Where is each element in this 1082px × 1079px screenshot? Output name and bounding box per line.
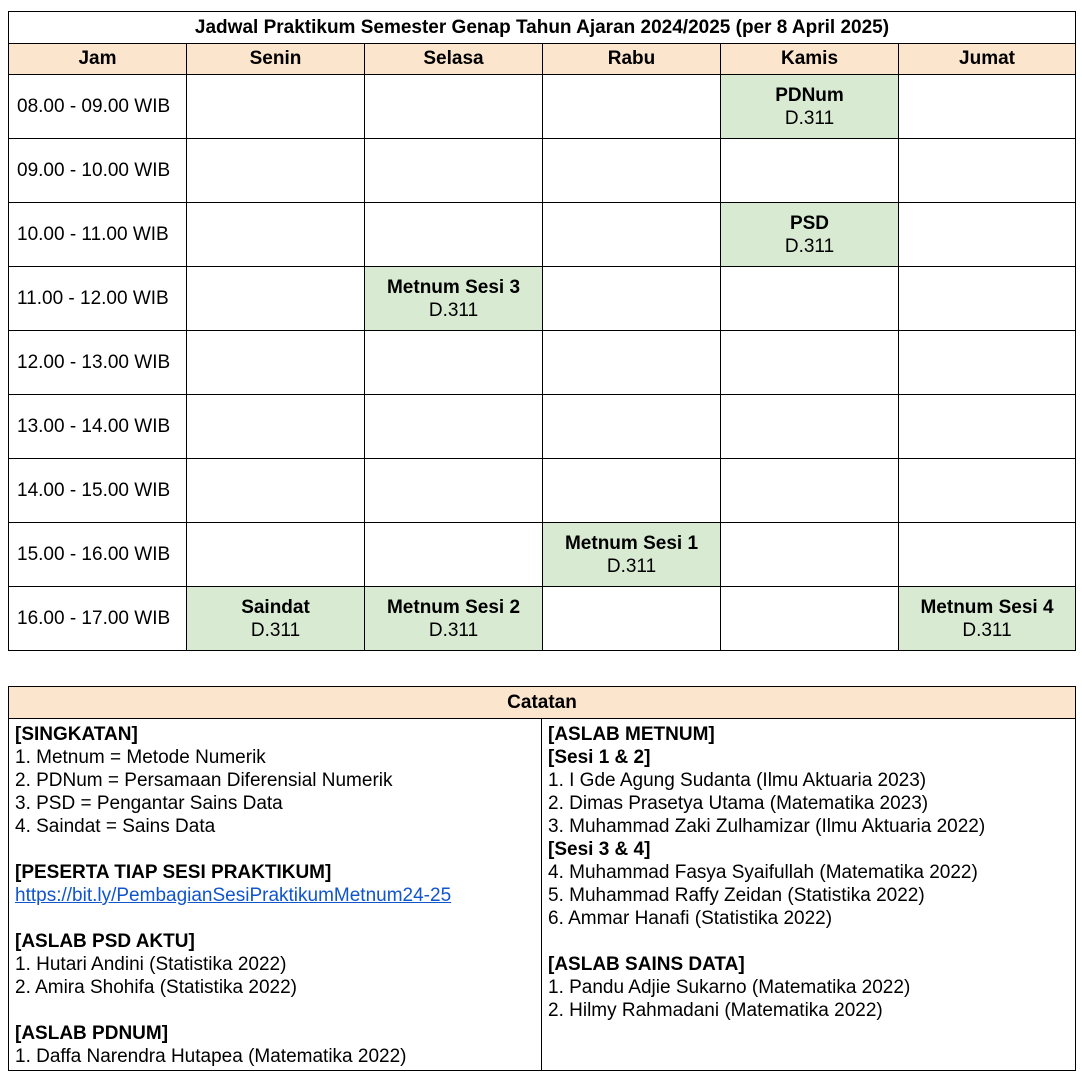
empty-slot-cell [543, 267, 721, 331]
empty-slot-cell [543, 75, 721, 139]
time-slot-label: 10.00 - 11.00 WIB [9, 203, 187, 267]
note-heading: [ASLAB SAINS DATA] [548, 954, 745, 975]
course-room: D.311 [606, 555, 657, 577]
schedule-row [9, 459, 1076, 523]
note-heading: [Sesi 1 & 2] [548, 747, 651, 768]
time-slot-label: 08.00 - 09.00 WIB [9, 75, 187, 139]
note-spacer [548, 930, 1069, 953]
empty-slot-cell [721, 523, 899, 587]
empty-slot-cell [365, 331, 543, 395]
empty-slot-cell [721, 331, 899, 395]
empty-slot-cell [187, 395, 365, 459]
note-item: 3. Muhammad Zaki Zulhamizar (Ilmu Aktuaria 2022) [548, 816, 986, 837]
note-heading: [SINGKATAN] [15, 724, 138, 745]
schedule-row [9, 75, 1076, 139]
course-name: Metnum Sesi 1 [564, 532, 699, 554]
note-item: 2. Dimas Prasetya Utama (Matematika 2023) [548, 793, 929, 814]
course-room: D.311 [428, 299, 479, 321]
schedule-row [9, 267, 1076, 331]
empty-slot-cell [187, 203, 365, 267]
empty-slot-cell [187, 75, 365, 139]
note-spacer [15, 907, 535, 930]
empty-slot-cell [543, 395, 721, 459]
empty-slot-cell [899, 331, 1076, 395]
schedule-title: Jadwal Praktikum Semester Genap Tahun Ajaran 2024/2025 (per 8 April 2025) [9, 12, 1076, 44]
note-item: 4. Muhammad Fasya Syaifullah (Matematika 2022) [548, 862, 978, 883]
empty-slot-cell [365, 203, 543, 267]
column-header-selasa: Selasa [365, 44, 543, 75]
time-slot-label: 16.00 - 17.00 WIB [9, 587, 187, 651]
note-heading: [Sesi 3 & 4] [548, 839, 651, 860]
note-heading: [PESERTA TIAP SESI PRAKTIKUM] [15, 862, 332, 883]
empty-slot-cell [543, 587, 721, 651]
schedule-table [8, 11, 1076, 651]
note-item: 2. Hilmy Rahmadani (Matematika 2022) [548, 1000, 883, 1021]
note-link-line [15, 884, 535, 907]
course-room: D.311 [784, 107, 835, 129]
schedule-row [9, 587, 1076, 651]
time-slot-label: 12.00 - 13.00 WIB [9, 331, 187, 395]
empty-slot-cell [543, 203, 721, 267]
empty-slot-cell [899, 459, 1076, 523]
course-room: D.311 [784, 235, 835, 257]
empty-slot-cell [187, 331, 365, 395]
time-slot-label: 09.00 - 10.00 WIB [9, 139, 187, 203]
note-item: 3. PSD = Pengantar Sains Data [15, 793, 283, 814]
empty-slot-cell [899, 267, 1076, 331]
empty-slot-cell [543, 139, 721, 203]
note-item: 6. Ammar Hanafi (Statistika 2022) [548, 908, 833, 929]
time-slot-label: 11.00 - 12.00 WIB [9, 267, 187, 331]
notes-title: Catatan [9, 687, 1076, 719]
column-header-rabu: Rabu [543, 44, 721, 75]
empty-slot-cell [365, 523, 543, 587]
empty-slot-cell [187, 459, 365, 523]
class-session-cell [721, 75, 899, 139]
note-heading: [ASLAB PDNUM] [15, 1023, 169, 1044]
empty-slot-cell [187, 523, 365, 587]
course-name: PDNum [775, 84, 844, 106]
time-slot-label: 15.00 - 16.00 WIB [9, 523, 187, 587]
empty-slot-cell [543, 459, 721, 523]
note-item: 4. Saindat = Sains Data [15, 816, 216, 837]
empty-slot-cell [899, 75, 1076, 139]
column-header-jam: Jam [9, 44, 187, 75]
column-header-kamis: Kamis [721, 44, 899, 75]
course-room: D.311 [250, 619, 301, 641]
course-name: Metnum Sesi 3 [386, 276, 521, 298]
note-item: 2. Amira Shohifa (Statistika 2022) [15, 977, 297, 998]
class-session-cell [365, 587, 543, 651]
empty-slot-cell [187, 267, 365, 331]
course-room: D.311 [962, 619, 1012, 641]
time-slot-label: 13.00 - 14.00 WIB [9, 395, 187, 459]
empty-slot-cell [365, 459, 543, 523]
empty-slot-cell [721, 395, 899, 459]
note-spacer [15, 999, 535, 1022]
class-session-cell [899, 587, 1076, 651]
note-spacer [15, 838, 535, 861]
course-name: Metnum Sesi 2 [386, 596, 521, 618]
schedule-row [9, 395, 1076, 459]
schedule-header-row [9, 44, 1076, 75]
note-item: 2. PDNum = Persamaan Diferensial Numerik [15, 770, 393, 791]
empty-slot-cell [721, 139, 899, 203]
note-item: 1. Daffa Narendra Hutapea (Matematika 2022) [15, 1046, 407, 1067]
note-item: 1. I Gde Agung Sudanta (Ilmu Aktuaria 2023) [548, 770, 927, 791]
schedule-row [9, 203, 1076, 267]
empty-slot-cell [365, 75, 543, 139]
session-participants-link[interactable]: https://bit.ly/PembagianSesiPraktikumMetnum24-25 [15, 885, 452, 906]
empty-slot-cell [899, 523, 1076, 587]
note-item: 1. Hutari Andini (Statistika 2022) [15, 954, 287, 975]
note-heading: [ASLAB PSD AKTU] [15, 931, 195, 952]
empty-slot-cell [365, 139, 543, 203]
note-heading: [ASLAB METNUM] [548, 724, 715, 745]
class-session-cell [365, 267, 543, 331]
empty-slot-cell [721, 459, 899, 523]
schedule-row [9, 139, 1076, 203]
notes-right-column [542, 719, 1076, 1071]
empty-slot-cell [899, 395, 1076, 459]
column-header-jumat: Jumat [899, 44, 1076, 75]
time-slot-label: 14.00 - 15.00 WIB [9, 459, 187, 523]
notes-left-column [9, 719, 542, 1071]
course-name: Saindat [241, 596, 310, 618]
note-item: 1. Metnum = Metode Numerik [15, 747, 266, 768]
empty-slot-cell [899, 203, 1076, 267]
empty-slot-cell [187, 139, 365, 203]
course-name: Metnum Sesi 4 [920, 596, 1054, 618]
notes-table [8, 686, 1076, 1071]
note-item: 1. Pandu Adjie Sukarno (Matematika 2022) [548, 977, 911, 998]
class-session-cell [721, 203, 899, 267]
schedule-body [9, 75, 1076, 651]
class-session-cell [187, 587, 365, 651]
empty-slot-cell [721, 267, 899, 331]
schedule-row [9, 523, 1076, 587]
column-header-senin: Senin [187, 44, 365, 75]
class-session-cell [543, 523, 721, 587]
empty-slot-cell [365, 395, 543, 459]
course-name: PSD [789, 212, 830, 234]
empty-slot-cell [899, 139, 1076, 203]
empty-slot-cell [721, 587, 899, 651]
note-item: 5. Muhammad Raffy Zeidan (Statistika 2022) [548, 885, 925, 906]
schedule-row [9, 331, 1076, 395]
course-room: D.311 [428, 619, 479, 641]
empty-slot-cell [543, 331, 721, 395]
